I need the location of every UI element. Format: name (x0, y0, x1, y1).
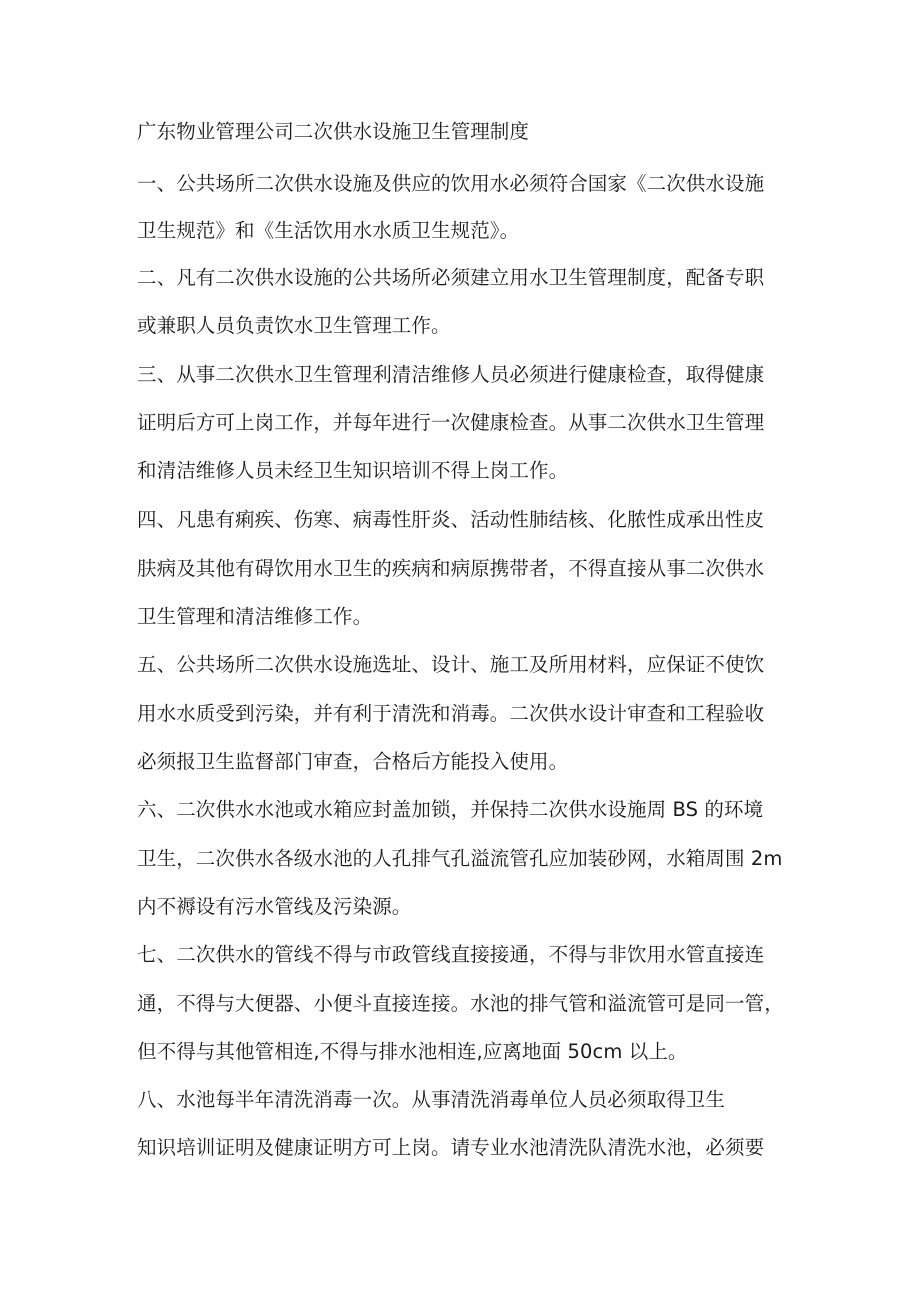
text-line: 和清洁维修人员未经卫生知识培训不得上岗工作。 (137, 459, 569, 482)
text-line: 或兼职人员负责饮水卫生管理工作。 (137, 314, 451, 337)
text-line: 四、凡患有痢疾、伤寒、病毒性肝炎、活动性肺结核、化脓性成承出性皮 (137, 508, 765, 531)
text-line: 肤病及其他有碍饮用水卫生的疾病和病原携带者，不得直接从事二次供水 (137, 557, 765, 580)
text-line: 二、凡有二次供水设施的公共场所必须建立用水卫生管理制度，配备专职 (137, 266, 765, 289)
text-line: 三、从事二次供水卫生管理利清洁维修人员必须进行健康检查，取得健康 (137, 363, 765, 386)
text-line: 证明后方可上岗工作，并每年进行一次健康检查。从事二次供水卫生管理 (137, 411, 765, 434)
text-line: 但不得与其他管相连,不得与排水池相连,应离地面 50cm 以上。 (137, 1040, 688, 1063)
text-line: 一、公共场所二次供水设施及供应的饮用水必须符合国家《二次供水设施 (137, 172, 765, 195)
text-line: 六、二次供水水池或水箱应封盖加锁，并保持二次供水设施周 BS 的环境 (137, 798, 764, 821)
text-line: 知识培训证明及健康证明方可上岗。请专业水池清洗队清洗水池，必须要 (137, 1136, 765, 1159)
document-title: 广东物业管理公司二次供水设施卫生管理制度 (137, 120, 530, 143)
text-line: 内不褥设有污水管线及污染源。 (137, 895, 412, 918)
text-line: 卫生，二次供水各级水池的人孔排气孔溢流管孔应加装砂网，水箱周围 2m (137, 847, 783, 870)
text-line: 七、二次供水的管线不得与市政管线直接接通，不得与非饮用水管直接连 (137, 943, 765, 966)
text-line: 卫生管理和清洁维修工作。 (137, 605, 373, 628)
text-line: 八、水池每半年清洗消毒一次。从事清洗消毒单位人员必须取得卫生 (137, 1088, 726, 1111)
text-line: 通，不得与大便器、小便斗直接连接。水池的排气管和溢流管可是同一管， (137, 992, 784, 1015)
text-line: 必须报卫生监督部门审查，合格后方能投入使用。 (137, 750, 569, 773)
text-line: 五、公共场所二次供水设施选址、设计、施工及所用材料，应保证不使饮 (137, 653, 765, 676)
text-line: 用水水质受到污染，并有利于清洗和消毒。二次供水设计审查和工程验收 (137, 702, 765, 725)
text-line: 卫生规范》和《生活饮用水水质卫生规范》。 (137, 219, 520, 242)
